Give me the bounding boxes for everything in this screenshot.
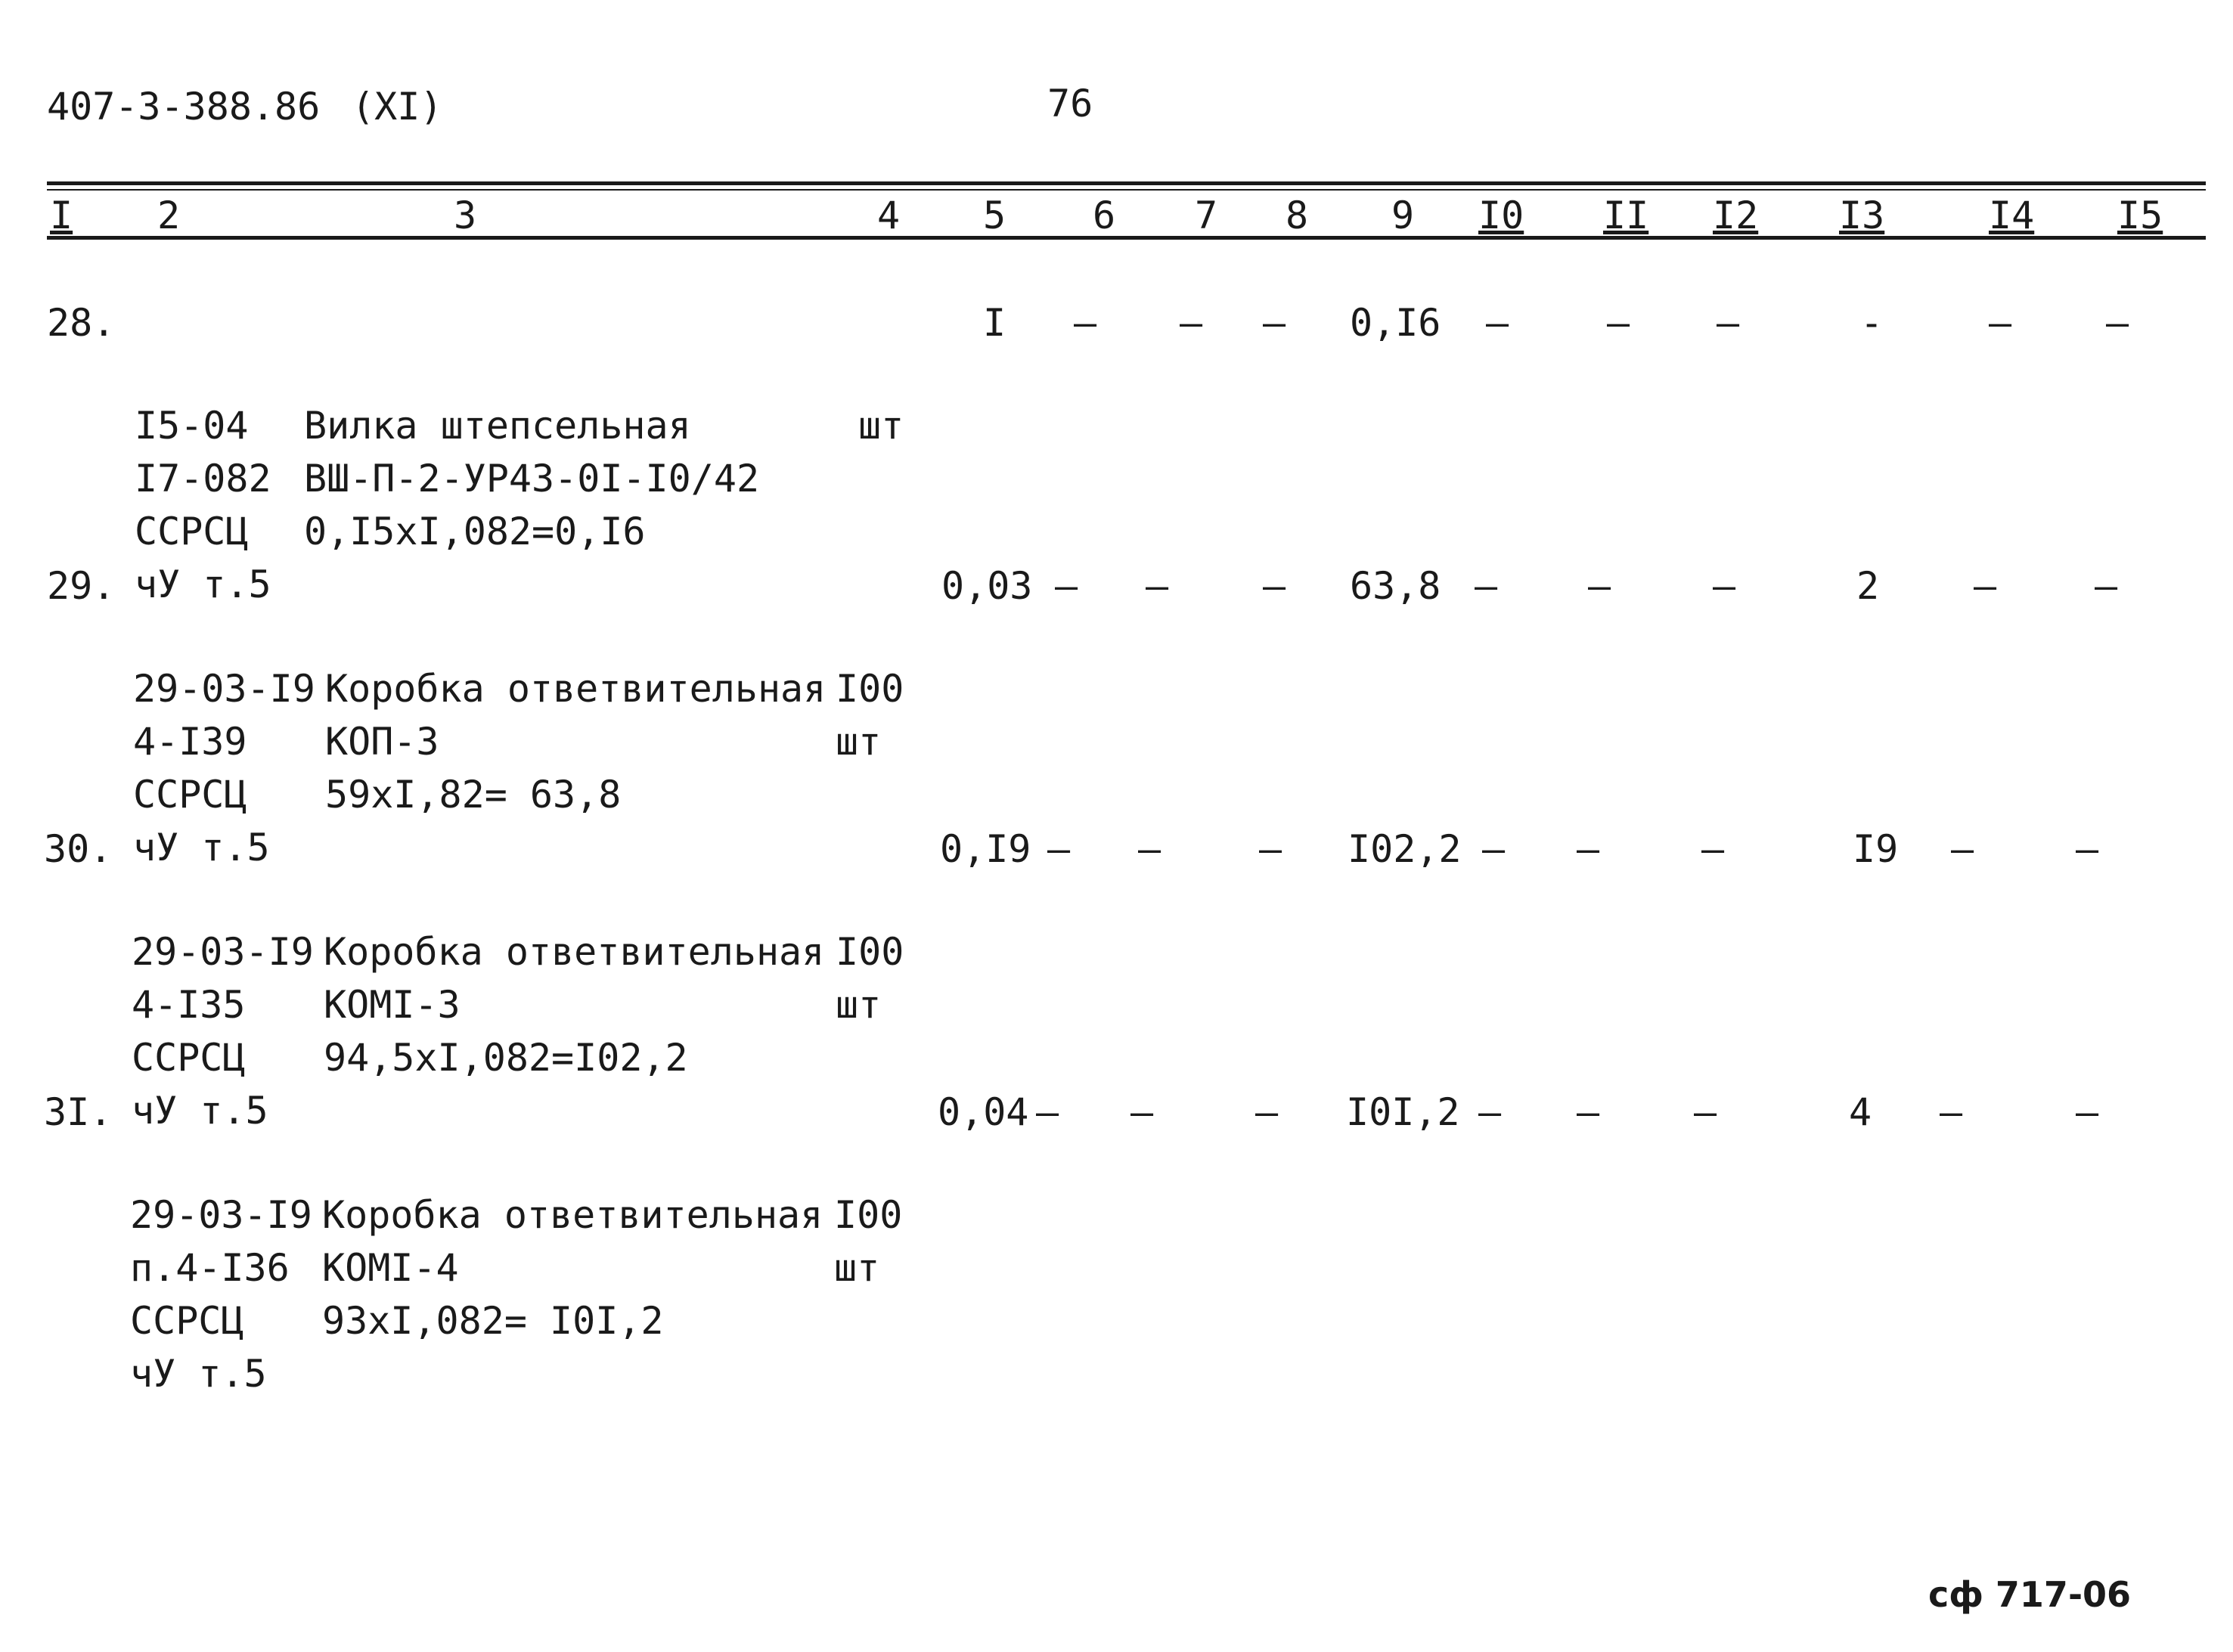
- row-description: Коробка ответвительная КОМI-3 94,5xI,082=I02,2: [324, 930, 825, 1080]
- row-code: I5-04 I7-082 CCPCЦ чУ т.5: [135, 404, 271, 606]
- cell-col14: –: [1989, 301, 2012, 345]
- cell-col9: I0I,2: [1346, 1090, 1460, 1134]
- column-number: 8: [1286, 194, 1309, 237]
- column-number: 5: [983, 194, 1006, 237]
- cell-col6: –: [1055, 564, 1078, 608]
- cell-col15: –: [2095, 564, 2118, 608]
- column-number: 2: [157, 194, 181, 237]
- row-unit: I00 шт: [836, 930, 904, 1027]
- row-code: 29-03-I9 п.4-I36 CCPCЦ чУ т.5: [130, 1193, 312, 1396]
- cell-col10: –: [1482, 827, 1506, 871]
- cell-col11: –: [1588, 564, 1611, 608]
- cell-col9: 0,I6: [1350, 301, 1441, 345]
- column-number: II: [1603, 194, 1649, 237]
- cell-col8: –: [1263, 564, 1286, 608]
- cell-col5: I: [983, 301, 1006, 345]
- row-number: 28.: [47, 301, 116, 345]
- cell-col5: 0,04: [938, 1090, 1029, 1134]
- cell-col7: –: [1146, 564, 1169, 608]
- cell-col5: 0,03: [941, 564, 1033, 608]
- page-number: 76: [1047, 82, 1093, 126]
- row-number: 3I.: [44, 1090, 113, 1134]
- row-code: 29-03-I9 4-I39 CCPCЦ чУ т.5: [133, 667, 315, 869]
- cell-col13: I9: [1853, 827, 1899, 871]
- cell-col8: –: [1263, 301, 1286, 345]
- cell-col12: –: [1717, 301, 1740, 345]
- header-rule-top: [47, 181, 2206, 185]
- cell-col5: 0,I9: [940, 827, 1031, 871]
- column-number: I3: [1839, 194, 1885, 237]
- cell-col13: -: [1860, 301, 1884, 345]
- cell-col9: 63,8: [1350, 564, 1441, 608]
- sheet-mark: (XI): [352, 85, 443, 129]
- cell-col15: –: [2106, 301, 2129, 345]
- cell-col13: 4: [1849, 1090, 1872, 1134]
- row-description: Коробка ответвительная КОП-3 59xI,82= 63,8: [325, 667, 827, 817]
- column-number: 7: [1195, 194, 1218, 237]
- header-rule-top-2: [47, 189, 2206, 191]
- row-description: Вилка штепсельная ВШ-П-2-УР43-0I-I0/42 0,I5xI,082=0,I6: [304, 404, 760, 553]
- column-number: I5: [2117, 194, 2163, 237]
- cell-col15: –: [2076, 1090, 2099, 1134]
- column-number: I: [50, 194, 73, 237]
- cell-col6: –: [1036, 1090, 1059, 1134]
- cell-col6: –: [1047, 827, 1071, 871]
- row-description: Коробка ответвительная КОМI-4 93xI,082= I0I,2: [322, 1193, 823, 1343]
- column-number: I4: [1989, 194, 2035, 237]
- cell-col12: –: [1713, 564, 1736, 608]
- row-number: 29.: [47, 564, 116, 608]
- row-code: 29-03-I9 4-I35 CCPCЦ чУ т.5: [132, 930, 314, 1133]
- column-number: 4: [877, 194, 901, 237]
- column-number: 6: [1093, 194, 1116, 237]
- row-unit: I00 шт: [834, 1193, 903, 1290]
- cell-col10: –: [1478, 1090, 1502, 1134]
- cell-col11: –: [1577, 1090, 1600, 1134]
- cell-col12: –: [1701, 827, 1725, 871]
- row-unit: шт: [858, 404, 904, 448]
- footer-stamp: сф 717-06: [1928, 1574, 2132, 1615]
- cell-col10: –: [1486, 301, 1509, 345]
- cell-col7: –: [1130, 1090, 1154, 1134]
- cell-col6: –: [1074, 301, 1097, 345]
- cell-col12: –: [1694, 1090, 1717, 1134]
- cell-col9: I02,2: [1348, 827, 1462, 871]
- row-unit: I00 шт: [836, 667, 904, 764]
- cell-col10: –: [1475, 564, 1498, 608]
- column-number: 3: [454, 194, 477, 237]
- row-number: 30.: [44, 827, 113, 871]
- cell-col14: –: [1974, 564, 1997, 608]
- column-number: 9: [1391, 194, 1415, 237]
- cell-col14: –: [1940, 1090, 1963, 1134]
- cell-col7: –: [1180, 301, 1203, 345]
- cell-col11: –: [1577, 827, 1600, 871]
- column-number: I0: [1478, 194, 1524, 237]
- cell-col8: –: [1259, 827, 1282, 871]
- cell-col11: –: [1607, 301, 1630, 345]
- cell-col7: –: [1138, 827, 1161, 871]
- cell-col14: –: [1951, 827, 1974, 871]
- cell-col8: –: [1255, 1090, 1279, 1134]
- cell-col15: –: [2076, 827, 2099, 871]
- column-number: I2: [1713, 194, 1759, 237]
- cell-col13: 2: [1856, 564, 1880, 608]
- document-code: 407-3-388.86: [47, 85, 321, 129]
